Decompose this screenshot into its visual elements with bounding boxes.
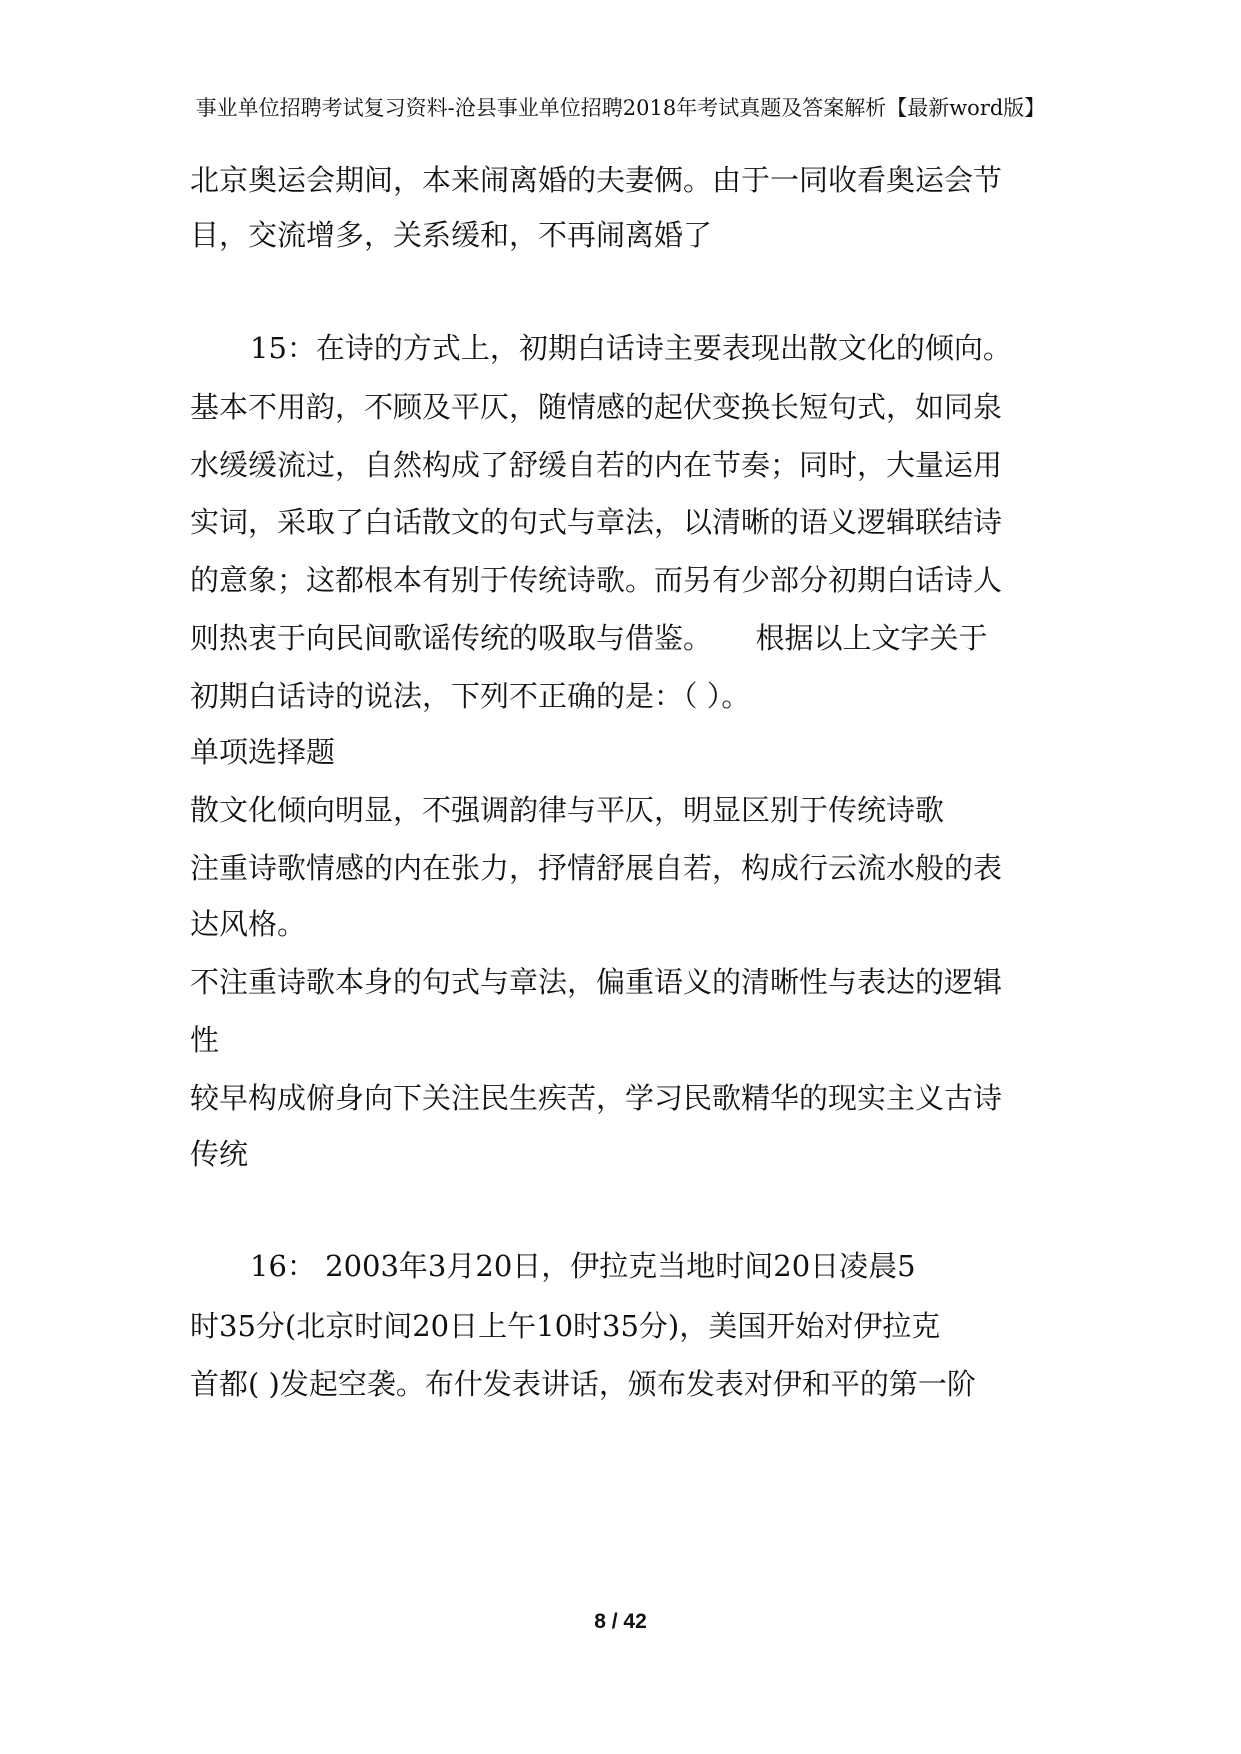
question-type: 单项选择题 [190, 735, 336, 769]
question-16-line: 首都( )发起空袭。布什发表讲话，颁布发表对伊和平的第一阶 [190, 1367, 976, 1401]
question-16-line: 16： 2003年3月20日，伊拉克当地时间20日凌晨5 [250, 1249, 916, 1283]
option-line: 不注重诗歌本身的句式与章法，偏重语义的清晰性与表达的逻辑 [190, 965, 1003, 999]
option-line: 性 [190, 1023, 220, 1057]
question-15-line: 15：在诗的方式上，初期白话诗主要表现出散文化的倾向。 [250, 331, 1012, 365]
paragraph-line: 北京奥运会期间，本来闹离婚的夫妻俩。由于一同收看奥运会节 [190, 163, 1003, 197]
question-15-line: 水缓缓流过，自然构成了舒缓自若的内在节奏；同时，大量运用 [190, 448, 1003, 482]
option-line: 达风格。 [190, 907, 307, 941]
option-line: 较早构成俯身向下关注民生疾苦，学习民歌精华的现实主义古诗 [190, 1081, 1003, 1115]
question-16-line: 时35分(北京时间20日上午10时35分)，美国开始对伊拉克 [190, 1309, 941, 1343]
question-15-line: 的意象；这都根本有别于传统诗歌。而另有少部分初期白话诗人 [190, 563, 1003, 597]
page-number: 8 / 42 [594, 1610, 647, 1633]
page-header: 事业单位招聘考试复习资料-沧县事业单位招聘2018年考试真题及答案解析【最新word版】 [195, 96, 1046, 120]
option-line: 注重诗歌情感的内在张力，抒情舒展自若，构成行云流水般的表 [190, 851, 1003, 885]
paragraph-line: 目，交流增多，关系缓和，不再闹离婚了 [190, 218, 713, 252]
option-line: 散文化倾向明显，不强调韵律与平仄，明显区别于传统诗歌 [190, 793, 945, 827]
option-line: 传统 [190, 1137, 249, 1171]
question-15-line: 初期白话诗的说法，下列不正确的是：（ ）。 [190, 679, 751, 713]
question-15-line: 则热衷于向民间歌谣传统的吸取与借鉴。 根据以上文字关于 [190, 621, 988, 655]
question-15-line: 基本不用韵，不顾及平仄，随情感的起伏变换长短句式，如同泉 [190, 390, 1003, 424]
question-15-line: 实词，采取了白话散文的句式与章法，以清晰的语义逻辑联结诗 [190, 505, 1003, 539]
